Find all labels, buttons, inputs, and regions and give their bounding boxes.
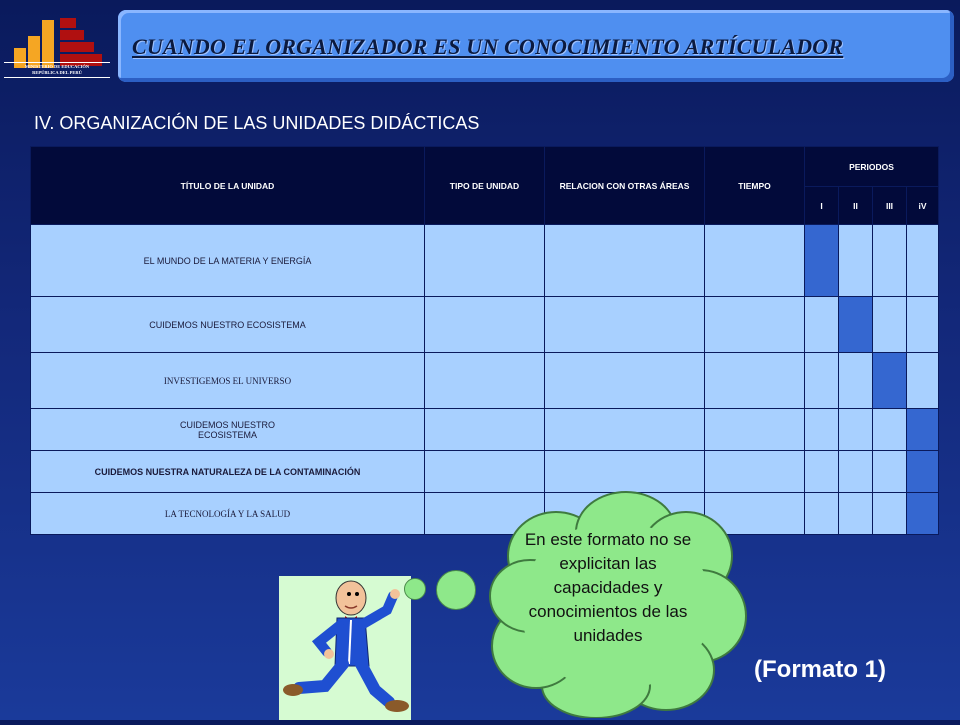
period-cell xyxy=(907,353,939,409)
unit-relation-cell xyxy=(545,297,705,353)
unit-type-cell xyxy=(425,353,545,409)
logo-caption: MINISTERIO DE EDUCACIÓN REPÚBLICA DEL PERÚ xyxy=(4,62,110,78)
header-period-3: III xyxy=(873,187,907,225)
thought-dot-icon xyxy=(404,578,426,600)
period-cell xyxy=(805,409,839,451)
unit-title: EL MUNDO DE LA MATERIA Y ENERGÍA xyxy=(31,225,425,297)
table-row xyxy=(31,297,939,353)
unit-relation-cell xyxy=(545,225,705,297)
period-cell xyxy=(839,451,873,493)
period-cell xyxy=(873,409,907,451)
speech-bubble-text: En este formato no se explicitan las capacidades y conocimientos de las unidades xyxy=(524,530,692,645)
unit-title: CUIDEMOS NUESTRA NATURALEZA DE LA CONTAMINACIÓN xyxy=(31,451,425,493)
period-cell xyxy=(907,225,939,297)
unit-title: INVESTIGEMOS EL UNIVERSO xyxy=(31,353,425,409)
table-row xyxy=(31,409,939,451)
period-cell xyxy=(873,451,907,493)
unit-type-cell xyxy=(425,225,545,297)
period-cell xyxy=(839,353,873,409)
header-period-1: I xyxy=(805,187,839,225)
unit-type-cell xyxy=(425,409,545,451)
period-cell xyxy=(805,493,839,535)
table-row xyxy=(31,353,939,409)
header-relation: RELACION CON OTRAS ÁREAS xyxy=(545,147,705,225)
unit-time-cell xyxy=(705,297,805,353)
period-cell-filled xyxy=(907,493,939,535)
unit-time-cell xyxy=(705,353,805,409)
header-period-4: iV xyxy=(907,187,939,225)
period-cell xyxy=(839,493,873,535)
unit-relation-cell xyxy=(545,353,705,409)
period-cell xyxy=(873,297,907,353)
period-cell-filled xyxy=(805,225,839,297)
header-periods: PERIODOS xyxy=(805,147,939,187)
unit-time-cell xyxy=(705,225,805,297)
header-type: TIPO DE UNIDAD xyxy=(425,147,545,225)
period-cell-filled xyxy=(907,451,939,493)
table-row xyxy=(31,451,939,493)
period-cell-filled xyxy=(907,409,939,451)
running-man-icon xyxy=(279,576,411,720)
period-cell xyxy=(839,225,873,297)
table-row xyxy=(31,225,939,297)
unit-type-cell xyxy=(425,297,545,353)
period-cell xyxy=(873,493,907,535)
units-table xyxy=(30,146,939,535)
period-cell xyxy=(873,225,907,297)
thought-dot-icon xyxy=(436,570,476,610)
period-cell xyxy=(805,297,839,353)
ministry-logo xyxy=(10,12,110,92)
cartoon-man-illustration xyxy=(279,576,411,720)
header-time: TIEMPO xyxy=(705,147,805,225)
period-cell xyxy=(839,409,873,451)
period-cell xyxy=(805,451,839,493)
unit-time-cell xyxy=(705,409,805,451)
unit-title: CUIDEMOS NUESTRO ECOSISTEMA xyxy=(31,409,425,451)
period-cell-filled xyxy=(839,297,873,353)
period-cell xyxy=(907,297,939,353)
section-title: IV. ORGANIZACIÓN DE LAS UNIDADES DIDÁCTICAS xyxy=(34,113,480,133)
period-cell-filled xyxy=(873,353,907,409)
unit-title: LA TECNOLOGÍA Y LA SALUD xyxy=(31,493,425,535)
header-period-2: II xyxy=(839,187,873,225)
period-cell xyxy=(805,353,839,409)
unit-relation-cell xyxy=(545,409,705,451)
header-title: TÍTULO DE LA UNIDAD xyxy=(31,147,425,225)
format-label: (Formato 1) xyxy=(754,656,886,683)
table-row xyxy=(31,493,939,535)
slide-title: CUANDO EL ORGANIZADOR ES UN CONOCIMIENTO ARTÍCULADOR xyxy=(132,34,844,59)
unit-title: CUIDEMOS NUESTRO ECOSISTEMA xyxy=(31,297,425,353)
